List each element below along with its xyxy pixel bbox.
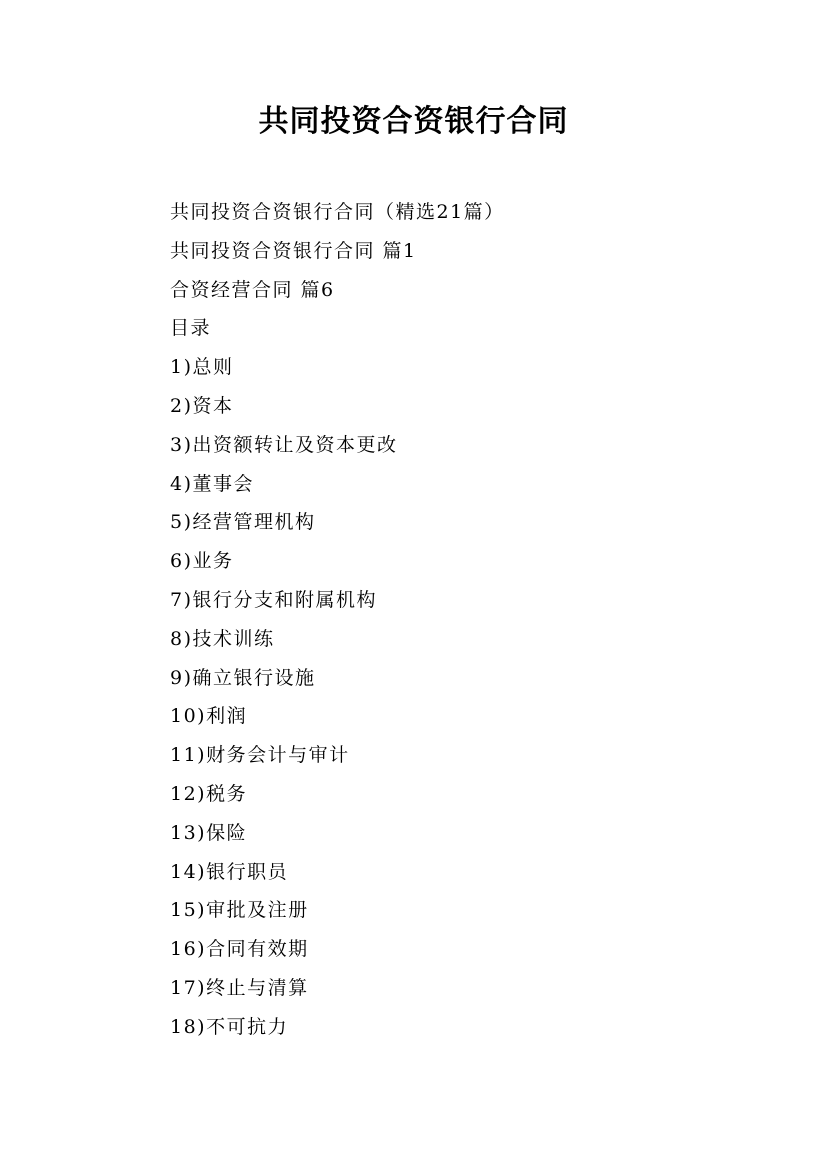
document-body <box>170 193 790 1047</box>
toc-item: 4)董事会 <box>170 472 255 495</box>
toc-item: 13)保险 <box>170 821 248 844</box>
toc-item: 10)利润 <box>170 705 248 728</box>
toc-item: 15)审批及注册 <box>170 899 309 922</box>
toc-heading: 目录 <box>170 317 212 340</box>
toc-item: 14)银行职员 <box>170 860 289 883</box>
toc-item: 3)出资额转让及资本更改 <box>170 433 398 456</box>
toc-item: 1)总则 <box>170 356 234 379</box>
section-heading-line: 共同投资合资银行合同 篇1 <box>170 239 417 262</box>
toc-item: 18)不可抗力 <box>170 1015 289 1038</box>
subtitle-line: 共同投资合资银行合同（精选21篇） <box>170 201 505 223</box>
document-title: 共同投资合资银行合同 <box>258 104 569 139</box>
toc-item: 11)财务会计与审计 <box>170 744 350 767</box>
toc-item: 9)确立银行设施 <box>170 666 316 689</box>
toc-item: 7)银行分支和附属机构 <box>170 588 378 611</box>
toc-item: 2)资本 <box>170 394 234 417</box>
toc-item: 6)业务 <box>170 550 234 573</box>
toc-item: 12)税务 <box>170 782 248 805</box>
toc-item: 16)合同有效期 <box>170 938 309 961</box>
toc-item: 5)经营管理机构 <box>170 511 316 534</box>
section-heading-line: 合资经营合同 篇6 <box>170 278 335 301</box>
toc-item: 17)终止与清算 <box>170 976 309 999</box>
toc-item: 8)技术训练 <box>170 627 275 650</box>
